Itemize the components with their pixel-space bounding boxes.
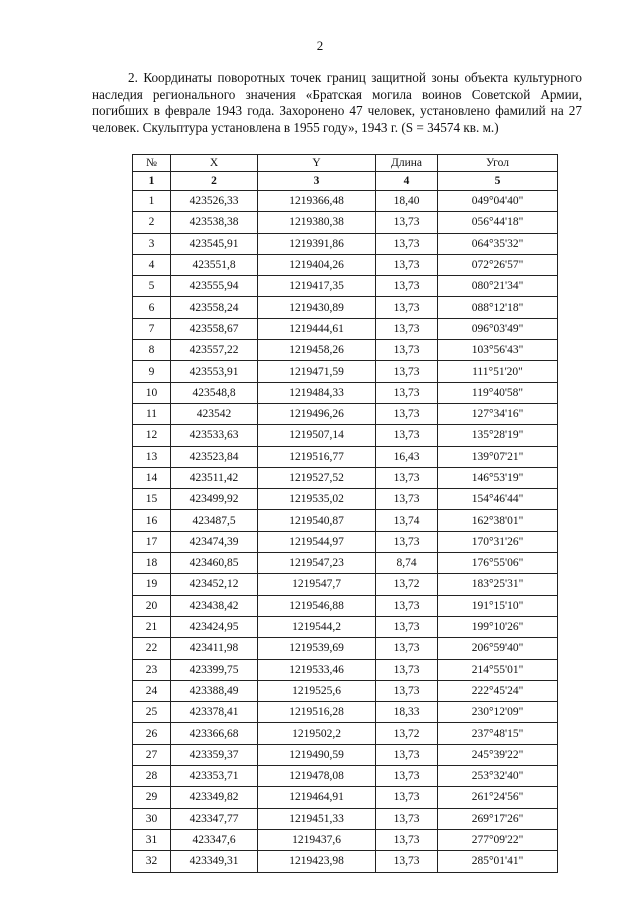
angle-cell: 277°09'22" [438, 829, 558, 850]
x-coordinate-cell: 423533,63 [171, 425, 258, 446]
point-number-cell: 14 [133, 467, 171, 488]
angle-cell: 119°40'58" [438, 382, 558, 403]
angle-cell: 080°21'34" [438, 276, 558, 297]
x-coordinate-cell: 423349,82 [171, 787, 258, 808]
x-coordinate-cell: 423538,38 [171, 212, 258, 233]
y-coordinate-cell: 1219458,26 [258, 340, 376, 361]
y-coordinate-cell: 1219484,33 [258, 382, 376, 403]
x-coordinate-cell: 423499,92 [171, 489, 258, 510]
angle-cell: 261°24'56" [438, 787, 558, 808]
angle-cell: 199°10'26" [438, 616, 558, 637]
header-number: № [133, 155, 171, 172]
angle-cell: 154°46'44" [438, 489, 558, 510]
x-coordinate-cell: 423378,41 [171, 702, 258, 723]
length-cell: 13,73 [376, 403, 438, 424]
point-number-cell: 15 [133, 489, 171, 510]
angle-cell: 269°17'26" [438, 808, 558, 829]
table-row [133, 744, 558, 765]
angle-cell: 253°32'40" [438, 766, 558, 787]
length-cell: 13,73 [376, 233, 438, 254]
y-coordinate-cell: 1219478,08 [258, 766, 376, 787]
length-cell: 13,73 [376, 638, 438, 659]
header-x: X [171, 155, 258, 172]
point-number-cell: 9 [133, 361, 171, 382]
table-row [133, 382, 558, 403]
y-coordinate-cell: 1219547,23 [258, 553, 376, 574]
angle-cell: 285°01'41" [438, 851, 558, 872]
angle-cell: 176°55'06" [438, 553, 558, 574]
length-cell: 13,73 [376, 829, 438, 850]
column-index: 1 [133, 172, 171, 191]
heading-rest: культурного наследия регионального значения «Братская могила воинов Советской Армии, погибших в феврале 1943 года. Захоронено 47 человек, установлено фамилий на 27 человек. Скульптура установлена в 1955 году», 1943 г. (S = 34574 кв. м.) [92, 70, 582, 135]
table-row [133, 766, 558, 787]
table-row [133, 595, 558, 616]
point-number-cell: 16 [133, 510, 171, 531]
table-row [133, 318, 558, 339]
table-row [133, 702, 558, 723]
table-row [133, 829, 558, 850]
x-coordinate-cell: 423359,37 [171, 744, 258, 765]
angle-cell: 139°07'21" [438, 446, 558, 467]
angle-cell: 191°15'10" [438, 595, 558, 616]
point-number-cell: 30 [133, 808, 171, 829]
point-number-cell: 6 [133, 297, 171, 318]
point-number-cell: 23 [133, 659, 171, 680]
x-coordinate-cell: 423523,84 [171, 446, 258, 467]
column-index: 5 [438, 172, 558, 191]
point-number-cell: 11 [133, 403, 171, 424]
length-cell: 13,73 [376, 276, 438, 297]
table-body [133, 191, 558, 873]
point-number-cell: 32 [133, 851, 171, 872]
length-cell: 13,73 [376, 744, 438, 765]
length-cell: 16,43 [376, 446, 438, 467]
x-coordinate-cell: 423545,91 [171, 233, 258, 254]
y-coordinate-cell: 1219544,2 [258, 616, 376, 637]
point-number-cell: 21 [133, 616, 171, 637]
point-number-cell: 19 [133, 574, 171, 595]
table-row [133, 489, 558, 510]
length-cell: 13,73 [376, 361, 438, 382]
y-coordinate-cell: 1219547,7 [258, 574, 376, 595]
page-number: 2 [316, 38, 324, 53]
angle-cell: 170°31'26" [438, 531, 558, 552]
table-row [133, 808, 558, 829]
point-number-cell: 3 [133, 233, 171, 254]
length-cell: 13,73 [376, 616, 438, 637]
length-cell: 13,73 [376, 787, 438, 808]
x-coordinate-cell: 423553,91 [171, 361, 258, 382]
heading-line-1: 2. Координаты поворотных точек границ защитной зоны объекта [128, 70, 509, 85]
point-number-cell: 28 [133, 766, 171, 787]
column-index: 2 [171, 172, 258, 191]
point-number-cell: 29 [133, 787, 171, 808]
table-row [133, 340, 558, 361]
table-row [133, 510, 558, 531]
table-row [133, 254, 558, 275]
table-row [133, 403, 558, 424]
length-cell: 18,33 [376, 702, 438, 723]
length-cell: 13,73 [376, 659, 438, 680]
x-coordinate-cell: 423366,68 [171, 723, 258, 744]
point-number-cell: 20 [133, 595, 171, 616]
angle-cell: 096°03'49" [438, 318, 558, 339]
length-cell: 13,74 [376, 510, 438, 531]
y-coordinate-cell: 1219546,88 [258, 595, 376, 616]
table-row [133, 531, 558, 552]
table-row [133, 723, 558, 744]
y-coordinate-cell: 1219525,6 [258, 680, 376, 701]
angle-cell: 230°12'09" [438, 702, 558, 723]
length-cell: 13,73 [376, 680, 438, 701]
point-number-cell: 18 [133, 553, 171, 574]
table-row [133, 276, 558, 297]
y-coordinate-cell: 1219490,59 [258, 744, 376, 765]
y-coordinate-cell: 1219451,33 [258, 808, 376, 829]
angle-cell: 072°26'57" [438, 254, 558, 275]
x-coordinate-cell: 423558,24 [171, 297, 258, 318]
point-number-cell: 17 [133, 531, 171, 552]
table-row [133, 446, 558, 467]
x-coordinate-cell: 423558,67 [171, 318, 258, 339]
y-coordinate-cell: 1219380,38 [258, 212, 376, 233]
point-number-cell: 4 [133, 254, 171, 275]
y-coordinate-cell: 1219527,52 [258, 467, 376, 488]
point-number-cell: 25 [133, 702, 171, 723]
angle-cell: 103°56'43" [438, 340, 558, 361]
length-cell: 13,72 [376, 723, 438, 744]
length-cell: 13,73 [376, 851, 438, 872]
y-coordinate-cell: 1219496,26 [258, 403, 376, 424]
y-coordinate-cell: 1219437,6 [258, 829, 376, 850]
point-number-cell: 10 [133, 382, 171, 403]
point-number-cell: 31 [133, 829, 171, 850]
length-cell: 13,73 [376, 254, 438, 275]
x-coordinate-cell: 423399,75 [171, 659, 258, 680]
header-y: Y [258, 155, 376, 172]
x-coordinate-cell: 423353,71 [171, 766, 258, 787]
angle-cell: 146°53'19" [438, 467, 558, 488]
x-coordinate-cell: 423460,85 [171, 553, 258, 574]
y-coordinate-cell: 1219366,48 [258, 191, 376, 212]
point-number-cell: 7 [133, 318, 171, 339]
y-coordinate-cell: 1219516,28 [258, 702, 376, 723]
x-coordinate-cell: 423411,98 [171, 638, 258, 659]
y-coordinate-cell: 1219471,59 [258, 361, 376, 382]
table-row [133, 297, 558, 318]
y-coordinate-cell: 1219516,77 [258, 446, 376, 467]
angle-cell: 056°44'18" [438, 212, 558, 233]
angle-cell: 088°12'18" [438, 297, 558, 318]
table-row [133, 851, 558, 872]
length-cell: 13,72 [376, 574, 438, 595]
length-cell: 13,73 [376, 382, 438, 403]
y-coordinate-cell: 1219535,02 [258, 489, 376, 510]
table-row [133, 553, 558, 574]
angle-cell: 135°28'19" [438, 425, 558, 446]
x-coordinate-cell: 423555,94 [171, 276, 258, 297]
table-row [133, 787, 558, 808]
x-coordinate-cell: 423548,8 [171, 382, 258, 403]
x-coordinate-cell: 423349,31 [171, 851, 258, 872]
angle-cell: 127°34'16" [438, 403, 558, 424]
angle-cell: 183°25'31" [438, 574, 558, 595]
length-cell: 13,73 [376, 425, 438, 446]
point-number-cell: 2 [133, 212, 171, 233]
x-coordinate-cell: 423557,22 [171, 340, 258, 361]
y-coordinate-cell: 1219417,35 [258, 276, 376, 297]
x-coordinate-cell: 423551,8 [171, 254, 258, 275]
point-number-cell: 1 [133, 191, 171, 212]
point-number-cell: 12 [133, 425, 171, 446]
length-cell: 13,73 [376, 766, 438, 787]
x-coordinate-cell: 423452,12 [171, 574, 258, 595]
y-coordinate-cell: 1219539,69 [258, 638, 376, 659]
table-row [133, 574, 558, 595]
header-row [133, 155, 558, 172]
y-coordinate-cell: 1219540,87 [258, 510, 376, 531]
angle-cell: 237°48'15" [438, 723, 558, 744]
x-coordinate-cell: 423347,77 [171, 808, 258, 829]
table-row [133, 212, 558, 233]
point-number-cell: 24 [133, 680, 171, 701]
table-row [133, 616, 558, 637]
y-coordinate-cell: 1219544,97 [258, 531, 376, 552]
y-coordinate-cell: 1219533,46 [258, 659, 376, 680]
point-number-cell: 5 [133, 276, 171, 297]
x-coordinate-cell: 423438,42 [171, 595, 258, 616]
point-number-cell: 13 [133, 446, 171, 467]
length-cell: 13,73 [376, 808, 438, 829]
table-row [133, 191, 558, 212]
point-number-cell: 22 [133, 638, 171, 659]
x-coordinate-cell: 423487,5 [171, 510, 258, 531]
coordinates-table [132, 154, 558, 873]
x-coordinate-cell: 423424,95 [171, 616, 258, 637]
y-coordinate-cell: 1219502,2 [258, 723, 376, 744]
header-length: Длина [376, 155, 438, 172]
point-number-cell: 26 [133, 723, 171, 744]
x-coordinate-cell: 423542 [171, 403, 258, 424]
angle-cell: 245°39'22" [438, 744, 558, 765]
y-coordinate-cell: 1219507,14 [258, 425, 376, 446]
y-coordinate-cell: 1219391,86 [258, 233, 376, 254]
point-number-cell: 8 [133, 340, 171, 361]
length-cell: 13,73 [376, 318, 438, 339]
table-row [133, 361, 558, 382]
header-angle: Угол [438, 155, 558, 172]
column-index-row [133, 172, 558, 191]
column-index: 4 [376, 172, 438, 191]
y-coordinate-cell: 1219444,61 [258, 318, 376, 339]
table-row [133, 680, 558, 701]
length-cell: 8,74 [376, 553, 438, 574]
length-cell: 13,73 [376, 489, 438, 510]
angle-cell: 214°55'01" [438, 659, 558, 680]
angle-cell: 222°45'24" [438, 680, 558, 701]
length-cell: 13,73 [376, 340, 438, 361]
length-cell: 13,73 [376, 531, 438, 552]
x-coordinate-cell: 423526,33 [171, 191, 258, 212]
table-row [133, 233, 558, 254]
table-row [133, 638, 558, 659]
x-coordinate-cell: 423347,6 [171, 829, 258, 850]
column-index: 3 [258, 172, 376, 191]
length-cell: 13,73 [376, 212, 438, 233]
x-coordinate-cell: 423511,42 [171, 467, 258, 488]
table-row [133, 467, 558, 488]
x-coordinate-cell: 423474,39 [171, 531, 258, 552]
angle-cell: 049°04'40" [438, 191, 558, 212]
x-coordinate-cell: 423388,49 [171, 680, 258, 701]
angle-cell: 206°59'40" [438, 638, 558, 659]
y-coordinate-cell: 1219404,26 [258, 254, 376, 275]
length-cell: 13,73 [376, 467, 438, 488]
length-cell: 13,73 [376, 297, 438, 318]
length-cell: 18,40 [376, 191, 438, 212]
angle-cell: 064°35'32" [438, 233, 558, 254]
length-cell: 13,73 [376, 595, 438, 616]
angle-cell: 111°51'20" [438, 361, 558, 382]
y-coordinate-cell: 1219464,91 [258, 787, 376, 808]
y-coordinate-cell: 1219423,98 [258, 851, 376, 872]
table-row [133, 659, 558, 680]
point-number-cell: 27 [133, 744, 171, 765]
section-heading [92, 70, 582, 136]
y-coordinate-cell: 1219430,89 [258, 297, 376, 318]
angle-cell: 162°38'01" [438, 510, 558, 531]
table-row [133, 425, 558, 446]
